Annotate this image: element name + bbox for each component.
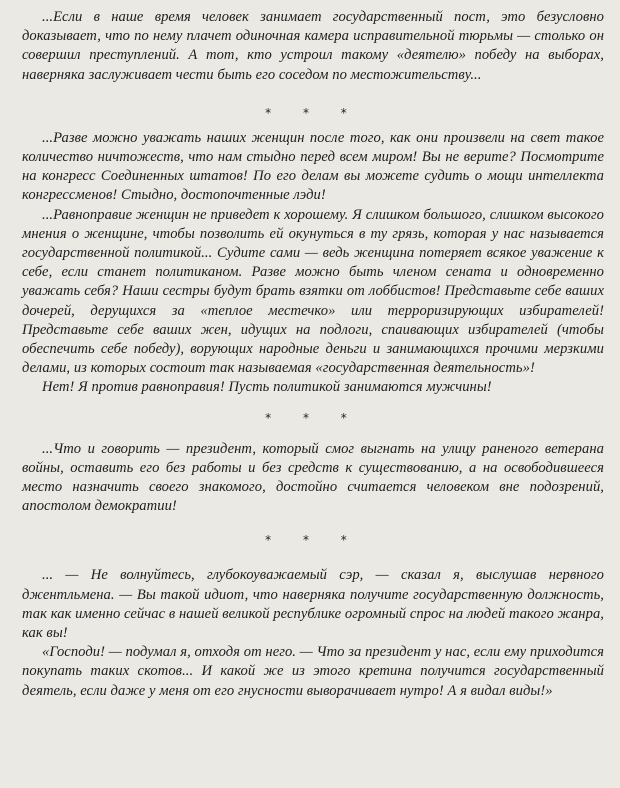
section-separator: * * *: [265, 533, 361, 548]
section-separator: * * *: [265, 410, 361, 425]
paragraph: ...Что и говорить — президент, который смог выгнать на улицу раненого ветерана войны, оставить его без работы и без средств к существованию, а на освободившееся место назначить своего знакомого, достойно считается человеком вне подозрений, апостолом демократии!: [22, 440, 604, 515]
section-2: [22, 129, 604, 398]
paragraph: «Господи! — подумал я, отходя от него. — Что за президент у нас, если ему приходится покупать таких скотов... И какой же из этого кретина получится государственный деятель, если даже у меня от его гнусности выворачивает нутро! А я видал виды!»: [22, 644, 604, 699]
section-4: [22, 566, 604, 700]
paragraph: ...Равноправие женщин не приведет к хорошему. Я слишком большого, слишком высокого мнения о женщине, чтобы позволить ей окунуться в ту грязь, которая у нас называется государственной политикой... Судите сами — ведь женщина потеряет всякое уважение к себе, если станет политиканом. Разве можно быть членом сената и одновременно уважать себя? Наши сестры будут брать взятки от лоббистов! Представьте себе ваших дочерей, дерущихся за «теплое местечко» или терроризирующих избирателей! Представьте себе ваших жен, идущих на подлоги, спаивающих избирателей (чтобы обеспечить себе победу), ворующих народные деньги и занимающихся прочими мерзкими делами, из которых состоит так называемая «государственная деятельность»!: [22, 206, 604, 377]
section-separator: * * *: [265, 105, 361, 120]
paragraph: Нет! Я против равноправия! Пусть политикой занимаются мужчины!: [42, 379, 492, 396]
paragraph: ... — Не волнуйтесь, глубокоуважаемый сэр, — сказал я, выслушав нервного джентльмена. — Вы такой идиот, что наверняка получите государственную должность, так как именно сейчас в нашей великой республике огромный спрос на людей такого жанра, как вы!: [22, 567, 604, 642]
section-3: [22, 440, 604, 517]
paragraph: ...Разве можно уважать наших женщин после того, как они произвели на свет такое количество ничтожеств, что нам стыдно перед всем миром! Вы не верите? Посмотрите на конгресс Соединенных штатов! По его делам вы можете судить о мощи интеллекта конгрессменов! Стыдно, достопочтенные лэди!: [22, 129, 604, 204]
section-1: [22, 8, 604, 85]
paragraph: ...Если в наше время человек занимает государственный пост, это безусловно доказывает, что по нему плачет одиночная камера исправительной тюрьмы — столько он совершил преступлений. А тот, кто устроил такому «деятелю» победу на выборах, наверняка заслуживает чести быть его соседом по местожительству...: [22, 9, 604, 83]
